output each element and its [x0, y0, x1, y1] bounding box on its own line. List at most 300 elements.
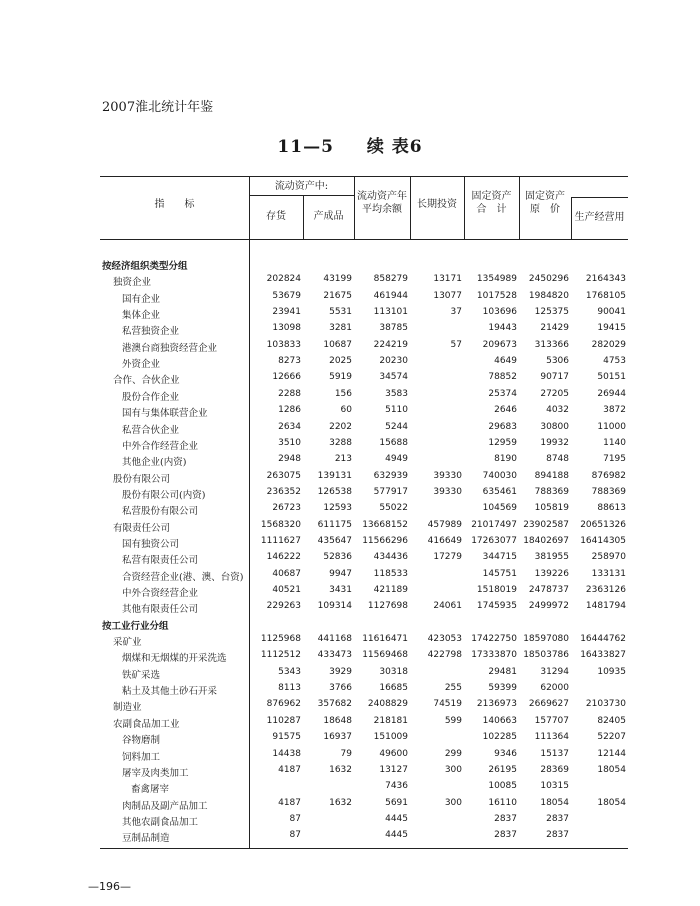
row-value: 434436	[373, 552, 408, 563]
row-value: 13127	[379, 764, 408, 775]
header-fixed-total	[464, 190, 519, 216]
header-avg-balance-line1: 流动资产年	[357, 191, 407, 202]
row-value: 313366	[534, 339, 569, 350]
row-label: 豆制品制造	[122, 833, 170, 845]
table-row	[0, 749, 700, 765]
table-row	[0, 389, 700, 405]
row-value: 34574	[379, 372, 408, 383]
table-row	[0, 765, 700, 781]
table-row	[0, 274, 700, 290]
row-label: 肉制品及副产品加工	[122, 800, 208, 812]
row-value: 7436	[385, 781, 408, 792]
row-value: 3583	[385, 388, 408, 399]
row-value: 4445	[385, 813, 408, 824]
table-number: 11—5	[277, 137, 334, 157]
row-value: 599	[444, 715, 462, 726]
row-value: 8273	[278, 356, 301, 367]
row-label: 其他农副食品加工	[122, 816, 199, 828]
row-value: 2837	[546, 813, 569, 824]
row-value: 151009	[373, 732, 408, 743]
table-row	[0, 667, 700, 683]
row-value: 37	[450, 307, 462, 318]
header-group-label: 流动资产中:	[274, 181, 329, 192]
row-value: 18597080	[523, 634, 569, 645]
row-value: 39330	[433, 486, 462, 497]
row-value: 40687	[272, 568, 301, 579]
row-value: 156	[334, 388, 352, 399]
row-value: 50151	[597, 372, 626, 383]
row-value: 60	[340, 405, 352, 416]
row-value: 2948	[278, 454, 301, 465]
row-value: 27205	[540, 388, 569, 399]
row-value: 26723	[272, 503, 301, 514]
row-label: 畜禽屠宰	[131, 784, 170, 796]
table-row	[0, 323, 700, 339]
row-label: 私营合伙企业	[122, 424, 180, 436]
row-value: 1568320	[260, 519, 301, 530]
table-row	[0, 601, 700, 617]
header-subrule	[249, 195, 354, 196]
row-value: 4649	[494, 356, 517, 367]
row-value: 10085	[488, 781, 517, 792]
header-indicator: 指 标	[154, 199, 195, 210]
row-value: 126538	[317, 486, 352, 497]
row-value: 15688	[379, 437, 408, 448]
header-subrule	[571, 197, 628, 198]
row-value: 146222	[266, 552, 301, 563]
table-row	[0, 356, 700, 372]
table-row	[0, 422, 700, 438]
table-row	[0, 454, 700, 470]
row-value: 23941	[272, 307, 301, 318]
row-value: 213	[334, 454, 352, 465]
row-label: 股份有限公司	[113, 473, 171, 485]
row-value: 2450296	[528, 274, 569, 285]
row-value: 39330	[433, 470, 462, 481]
row-value: 299	[444, 748, 462, 759]
row-label: 私营独资企业	[122, 326, 180, 338]
row-value: 28369	[540, 764, 569, 775]
table-row	[0, 438, 700, 454]
row-value: 1017528	[476, 290, 517, 301]
row-value: 13668152	[362, 519, 408, 530]
table-row	[0, 291, 700, 307]
header-avg-balance-line2: 平均余额	[362, 204, 402, 215]
row-value: 1111627	[260, 535, 301, 546]
table-row	[0, 634, 700, 650]
row-value: 4187	[278, 797, 301, 808]
row-value: 4949	[385, 454, 408, 465]
row-label: 外资企业	[122, 359, 161, 371]
row-value: 23902587	[523, 519, 569, 530]
row-value: 14438	[272, 748, 301, 759]
row-value: 300	[444, 764, 462, 775]
table-row	[0, 405, 700, 421]
row-value: 433473	[317, 650, 352, 661]
row-label: 饲料加工	[122, 751, 161, 763]
row-value: 25374	[488, 388, 517, 399]
row-value: 13098	[272, 323, 301, 334]
row-value: 105819	[534, 503, 569, 514]
row-label: 其他有限责任公司	[122, 604, 199, 616]
row-label: 股份有限公司(内资)	[122, 489, 206, 501]
table-row	[0, 520, 700, 536]
row-value: 1127698	[367, 601, 408, 612]
row-value: 2136973	[476, 699, 517, 710]
header-fixed-total-line2: 合 计	[476, 204, 507, 215]
row-value: 4445	[385, 830, 408, 841]
row-value: 1125968	[260, 634, 301, 645]
row-label: 中外合作经营企业	[122, 440, 199, 452]
header-longterm: 长期投资	[417, 199, 457, 210]
row-value: 8190	[494, 454, 517, 465]
row-value: 91575	[272, 732, 301, 743]
row-value: 16414305	[580, 535, 626, 546]
row-value: 12144	[597, 748, 626, 759]
row-value: 62000	[540, 683, 569, 694]
table-row	[0, 307, 700, 323]
row-value: 258970	[591, 552, 626, 563]
header-products: 产成品	[313, 211, 344, 222]
table-bottom-rule	[100, 848, 628, 849]
row-value: 5531	[329, 307, 352, 318]
row-value: 4032	[546, 405, 569, 416]
row-value: 2202	[329, 421, 352, 432]
row-value: 435647	[317, 535, 352, 546]
row-label: 合作、合伙企业	[113, 375, 180, 387]
row-label: 集体企业	[122, 310, 161, 322]
row-value: 55022	[379, 503, 408, 514]
row-value: 19443	[488, 323, 517, 334]
row-label: 粘土及其他土砂石开采	[122, 686, 218, 698]
row-value: 111364	[534, 732, 569, 743]
row-label: 烟煤和无烟煤的开采洗选	[122, 653, 227, 665]
row-label: 港澳台商独资经营企业	[122, 342, 218, 354]
row-value: 133131	[591, 568, 626, 579]
row-value: 18503786	[523, 650, 569, 661]
row-value: 577917	[373, 486, 408, 497]
row-value: 17422750	[471, 634, 517, 645]
row-value: 16685	[379, 683, 408, 694]
row-value: 53679	[272, 290, 301, 301]
table-title: 续 表6	[366, 137, 423, 157]
row-label: 国有企业	[122, 293, 161, 305]
table-row	[0, 372, 700, 388]
row-label: 私营股份有限公司	[122, 506, 199, 518]
header-avg-balance	[354, 190, 410, 216]
row-label: 国有独资公司	[122, 538, 180, 550]
row-value: 12959	[488, 437, 517, 448]
header-production: 生产经营用	[574, 212, 625, 223]
row-value: 52207	[597, 732, 626, 743]
table-row	[0, 732, 700, 748]
row-value: 90717	[540, 372, 569, 383]
row-value: 788369	[591, 486, 626, 497]
row-value: 5244	[385, 421, 408, 432]
row-label: 独资企业	[113, 277, 152, 289]
row-value: 17263077	[471, 535, 517, 546]
row-value: 118533	[373, 568, 408, 579]
row-value: 113101	[373, 307, 408, 318]
row-value: 18648	[323, 715, 352, 726]
row-value: 78852	[488, 372, 517, 383]
row-value: 38785	[379, 323, 408, 334]
row-value: 1518019	[476, 585, 517, 595]
row-value: 1140	[603, 437, 626, 448]
row-value: 255	[444, 683, 462, 694]
row-value: 1286	[278, 405, 301, 416]
row-value: 3288	[329, 437, 352, 448]
row-value: 3872	[603, 405, 626, 416]
table-row	[0, 650, 700, 666]
row-value: 8113	[278, 683, 301, 694]
row-label: 合资经营企业(港、澳、台资)	[122, 571, 244, 583]
row-value: 1632	[329, 797, 352, 808]
row-value: 236352	[266, 486, 301, 497]
row-value: 17333870	[471, 650, 517, 661]
table-row	[0, 552, 700, 568]
row-value: 632939	[373, 470, 408, 481]
row-value: 1632	[329, 764, 352, 775]
table-row	[0, 487, 700, 503]
table-row	[0, 814, 700, 830]
row-value: 1768105	[585, 290, 626, 301]
table-row	[0, 781, 700, 797]
row-value: 18054	[597, 797, 626, 808]
row-value: 421189	[373, 585, 408, 595]
row-value: 202824	[266, 274, 301, 285]
row-value: 18402697	[523, 535, 569, 546]
row-value: 422798	[427, 650, 462, 661]
row-label: 屠宰及肉类加工	[122, 767, 189, 779]
row-value: 5919	[329, 372, 352, 383]
row-value: 140663	[482, 715, 517, 726]
row-value: 125375	[534, 307, 569, 318]
row-value: 102285	[482, 732, 517, 743]
row-value: 157707	[534, 715, 569, 726]
table-row	[0, 699, 700, 715]
page-title	[0, 132, 700, 157]
row-value: 9346	[494, 748, 517, 759]
row-value: 87	[289, 813, 301, 824]
row-value: 381955	[534, 552, 569, 563]
table-row	[0, 503, 700, 519]
row-value: 209673	[482, 339, 517, 350]
row-value: 20651326	[580, 519, 626, 530]
row-value: 416649	[427, 535, 462, 546]
row-value: 3929	[329, 666, 352, 677]
row-value: 1112512	[260, 650, 301, 661]
row-value: 52836	[323, 552, 352, 563]
table-top-rule	[100, 176, 628, 177]
row-value: 21017497	[471, 519, 517, 530]
row-value: 109314	[317, 601, 352, 612]
row-value: 21429	[540, 323, 569, 334]
row-value: 5691	[385, 797, 408, 808]
row-value: 1354989	[476, 274, 517, 285]
row-value: 26944	[597, 388, 626, 399]
row-value: 2837	[546, 830, 569, 841]
row-value: 31294	[540, 666, 569, 677]
row-value: 11569468	[362, 650, 408, 661]
row-value: 110287	[266, 715, 301, 726]
row-value: 40521	[272, 585, 301, 595]
row-value: 441168	[317, 634, 352, 645]
row-label: 铁矿采选	[122, 669, 161, 681]
row-value: 90041	[597, 307, 626, 318]
row-value: 16937	[323, 732, 352, 743]
row-value: 344715	[482, 552, 517, 563]
row-value: 1481794	[585, 601, 626, 612]
row-value: 635461	[482, 486, 517, 497]
row-value: 49600	[379, 748, 408, 759]
row-value: 18054	[597, 764, 626, 775]
row-value: 218181	[373, 715, 408, 726]
row-label: 股份合作企业	[122, 391, 180, 403]
row-label: 中外合资经营企业	[122, 588, 199, 599]
row-value: 229263	[266, 601, 301, 612]
row-label: 采矿业	[113, 637, 142, 649]
row-label: 谷物磨制	[122, 735, 161, 747]
row-value: 21675	[323, 290, 352, 301]
row-value: 2288	[278, 388, 301, 399]
row-value: 224219	[373, 339, 408, 350]
row-value: 103833	[266, 339, 301, 350]
row-value: 461944	[373, 290, 408, 301]
table-row	[0, 618, 700, 634]
row-label: 私营有限责任公司	[122, 555, 199, 567]
row-value: 2837	[494, 813, 517, 824]
row-label: 有限责任公司	[113, 522, 171, 534]
row-value: 12593	[323, 503, 352, 514]
table-row	[0, 340, 700, 356]
row-value: 876962	[266, 699, 301, 710]
row-value: 2164343	[585, 274, 626, 285]
row-value: 104569	[482, 503, 517, 514]
row-value: 2103730	[585, 699, 626, 710]
row-value: 20230	[379, 356, 408, 367]
header-inventory: 存货	[266, 211, 286, 222]
row-value: 74519	[433, 699, 462, 710]
row-value: 12666	[272, 372, 301, 383]
row-value: 57	[450, 339, 462, 350]
row-value: 79	[340, 748, 352, 759]
row-value: 11616471	[362, 634, 408, 645]
table-row	[0, 716, 700, 732]
row-value: 10935	[597, 666, 626, 677]
row-value: 2669627	[528, 699, 569, 710]
row-value: 11566296	[362, 535, 408, 546]
row-label: 农副食品加工业	[113, 718, 180, 730]
row-value: 3431	[329, 585, 352, 595]
row-value: 29481	[488, 666, 517, 677]
row-label: 其他企业(内资)	[122, 457, 187, 469]
row-value: 7195	[603, 454, 626, 465]
row-value: 19415	[597, 323, 626, 334]
row-label: 国有与集体联营企业	[122, 408, 208, 420]
row-value: 3766	[329, 683, 352, 694]
row-value: 2363126	[585, 585, 626, 595]
row-value: 10687	[323, 339, 352, 350]
row-value: 876982	[591, 470, 626, 481]
row-label: 制造业	[113, 702, 142, 714]
row-value: 4187	[278, 764, 301, 775]
row-value: 788369	[534, 486, 569, 497]
row-value: 15137	[540, 748, 569, 759]
row-value: 59399	[488, 683, 517, 694]
table-header-rule	[100, 239, 628, 240]
row-value: 357682	[317, 699, 352, 710]
row-value: 87	[289, 830, 301, 841]
row-value: 1984820	[528, 290, 569, 301]
header-fixed-original	[519, 190, 571, 216]
row-value: 2837	[494, 830, 517, 841]
row-value: 11000	[597, 421, 626, 432]
header-fixed-original-line2: 原 价	[530, 204, 560, 215]
row-value: 5343	[278, 666, 301, 677]
row-value: 16110	[488, 797, 517, 808]
row-value: 2634	[278, 421, 301, 432]
row-value: 457989	[427, 519, 462, 530]
row-value: 16433827	[580, 650, 626, 661]
row-value: 18054	[540, 797, 569, 808]
row-value: 2499972	[528, 601, 569, 612]
row-value: 740030	[482, 470, 517, 481]
row-value: 2646	[494, 405, 517, 416]
row-value: 300	[444, 797, 462, 808]
table-row	[0, 798, 700, 814]
table-row	[0, 569, 700, 585]
row-value: 13171	[433, 274, 462, 285]
row-value: 26195	[488, 764, 517, 775]
row-value: 30318	[379, 666, 408, 677]
row-value: 263075	[266, 470, 301, 481]
row-value: 139226	[534, 568, 569, 579]
row-value: 5110	[385, 405, 408, 416]
table-row	[0, 585, 700, 601]
row-value: 17279	[433, 552, 462, 563]
row-label: 按经济组织类型分组	[102, 261, 188, 272]
row-value: 29683	[488, 421, 517, 432]
table-row	[0, 258, 700, 274]
table-row	[0, 830, 700, 846]
row-value: 16444762	[580, 634, 626, 645]
row-value: 139131	[317, 470, 352, 481]
table-row	[0, 471, 700, 487]
row-value: 611175	[317, 519, 352, 530]
row-value: 423053	[427, 634, 462, 645]
row-value: 3510	[278, 437, 301, 448]
row-value: 3281	[329, 323, 352, 334]
row-value: 9947	[329, 568, 352, 579]
row-value: 282029	[591, 339, 626, 350]
row-label: 按工业行业分组	[102, 620, 169, 632]
table-row	[0, 536, 700, 552]
row-value: 2478737	[528, 585, 569, 595]
row-value: 2408829	[367, 699, 408, 710]
row-value: 5306	[546, 356, 569, 367]
page-number: —196—	[88, 880, 131, 893]
row-value: 10315	[540, 781, 569, 792]
running-head: 2007淮北统计年鉴	[102, 100, 214, 115]
row-value: 13077	[433, 290, 462, 301]
row-value: 2025	[329, 356, 352, 367]
table-row	[0, 683, 700, 699]
row-value: 4753	[603, 356, 626, 367]
header-fixed-original-line1: 固定资产	[525, 191, 565, 202]
row-value: 103696	[482, 307, 517, 318]
row-value: 24061	[433, 601, 462, 612]
